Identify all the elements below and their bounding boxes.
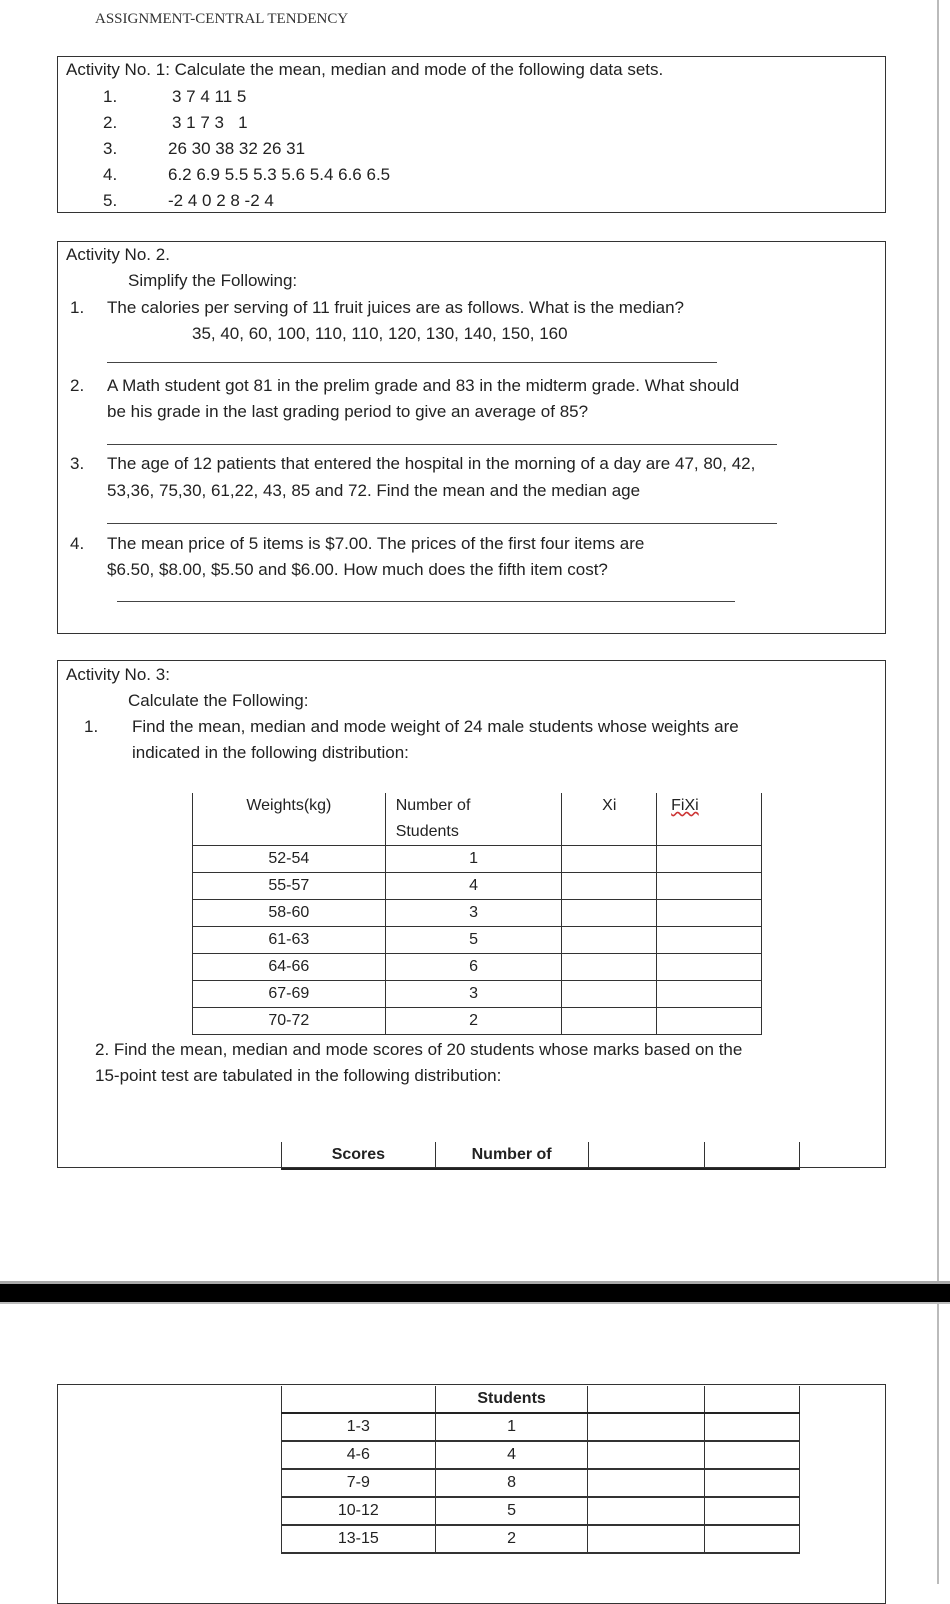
header-xi: Xi — [562, 793, 657, 846]
xi-cell — [562, 846, 657, 873]
student-count: 1 — [435, 1413, 588, 1441]
header-students: Students — [435, 1386, 588, 1413]
table-row — [193, 1008, 762, 1035]
q2-text-2: be his grade in the last grading period to give an average of 85? — [107, 402, 589, 421]
score-range: 7-9 — [282, 1469, 436, 1497]
data-set-number: 1. — [103, 87, 118, 106]
fixi-cell — [657, 981, 762, 1008]
header-number-of-students: Number of Students — [385, 793, 562, 846]
q3-text-2: 53,36, 75,30, 61,22, 43, 85 and 72. Find the mean and the median age — [107, 481, 641, 500]
page-edge — [937, 0, 939, 1584]
scores-table-top — [281, 1142, 800, 1170]
xi-cell — [562, 954, 657, 981]
q4-text: The mean price of 5 items is $7.00. The prices of the first four items are — [107, 534, 645, 553]
activity-3-heading: Activity No. 3: — [66, 665, 170, 684]
student-count: 6 — [385, 954, 562, 981]
header-number-of: Number of — [435, 1142, 588, 1169]
data-set-number: 2. — [103, 113, 118, 132]
weight-range: 67-69 — [193, 981, 386, 1008]
empty-header-cell — [705, 1142, 800, 1169]
empty-cell — [705, 1497, 800, 1525]
weight-range: 58-60 — [193, 900, 386, 927]
data-set-number: 4. — [103, 165, 118, 184]
data-set-values: 6.2 6.9 5.5 5.3 5.6 5.4 6.6 6.5 — [168, 165, 391, 184]
table-row — [193, 846, 762, 873]
activity-2-subheading: Simplify the Following: — [128, 271, 298, 290]
xi-cell — [562, 873, 657, 900]
table-row — [282, 1441, 800, 1469]
score-range: 1-3 — [282, 1413, 436, 1441]
table-row — [282, 1469, 800, 1497]
xi-cell — [562, 1008, 657, 1035]
data-set-values: 26 30 38 32 26 31 — [168, 139, 306, 158]
weights-table — [192, 793, 762, 1035]
empty-cell — [588, 1441, 705, 1469]
student-count: 5 — [435, 1497, 588, 1525]
table-row — [193, 900, 762, 927]
fixi-cell — [657, 900, 762, 927]
fixi-cell — [657, 954, 762, 981]
activity-1-heading: Activity No. 1: Calculate the mean, median and mode of the following data sets. — [66, 60, 664, 79]
table-row — [193, 927, 762, 954]
xi-cell — [562, 900, 657, 927]
a3-q1-text: Find the mean, median and mode weight of 24 male students whose weights are — [132, 717, 739, 736]
empty-cell — [705, 1469, 800, 1497]
fixi-cell — [657, 927, 762, 954]
student-count: 5 — [385, 927, 562, 954]
weight-range: 64-66 — [193, 954, 386, 981]
activity-3-subheading: Calculate the Following: — [128, 691, 309, 710]
student-count: 4 — [435, 1441, 588, 1469]
page-gap — [0, 1284, 950, 1302]
weight-range: 70-72 — [193, 1008, 386, 1035]
xi-cell — [562, 981, 657, 1008]
data-set-number: 3. — [103, 139, 118, 158]
answer-line — [117, 601, 735, 602]
empty-header-cell — [588, 1386, 705, 1413]
empty-cell — [705, 1525, 800, 1553]
student-count: 2 — [435, 1525, 588, 1553]
fixi-cell — [657, 1008, 762, 1035]
q4-number: 4. — [70, 534, 85, 553]
q2-text: A Math student got 81 in the prelim grade and 83 in the midterm grade. What should — [107, 376, 740, 395]
q1-data: 35, 40, 60, 100, 110, 110, 120, 130, 140, 150, 160 — [192, 324, 568, 343]
header-weights: Weights(kg) — [193, 793, 386, 846]
student-count: 1 — [385, 846, 562, 873]
score-range: 10-12 — [282, 1497, 436, 1525]
empty-cell — [588, 1497, 705, 1525]
score-range: 4-6 — [282, 1441, 436, 1469]
header-fixi: FiXi — [657, 793, 762, 846]
answer-line — [107, 523, 777, 524]
q2-number: 2. — [70, 376, 85, 395]
empty-cell — [705, 1413, 800, 1441]
table-row — [193, 873, 762, 900]
data-set-number: 5. — [103, 191, 118, 210]
empty-header-cell — [282, 1386, 436, 1413]
scores-table — [281, 1386, 800, 1554]
empty-header-cell — [588, 1142, 705, 1169]
empty-header-cell — [705, 1386, 800, 1413]
document-title: ASSIGNMENT-CENTRAL TENDENCY — [95, 11, 349, 27]
header-scores: Scores — [282, 1142, 436, 1169]
q1-number: 1. — [70, 298, 85, 317]
weight-range: 55-57 — [193, 873, 386, 900]
table-row — [282, 1525, 800, 1553]
data-set-values: 3 7 4 11 5 — [172, 87, 247, 106]
a3-q1-number: 1. — [84, 717, 99, 736]
empty-cell — [588, 1469, 705, 1497]
data-set-values: 3 1 7 3 1 — [172, 113, 248, 132]
data-set-values: -2 4 0 2 8 -2 4 — [168, 191, 274, 210]
fixi-cell — [657, 873, 762, 900]
student-count: 4 — [385, 873, 562, 900]
q3-number: 3. — [70, 454, 85, 473]
q4-text-2: $6.50, $8.00, $5.50 and $6.00. How much does the fifth item cost? — [107, 560, 608, 579]
empty-cell — [705, 1441, 800, 1469]
xi-cell — [562, 927, 657, 954]
fixi-cell — [657, 846, 762, 873]
q1-text: The calories per serving of 11 fruit juices are as follows. What is the median? — [107, 298, 685, 317]
q3-text: The age of 12 patients that entered the hospital in the morning of a day are 47, 80, 42, — [107, 454, 756, 473]
student-count: 3 — [385, 981, 562, 1008]
answer-line — [107, 362, 717, 363]
student-count: 3 — [385, 900, 562, 927]
empty-cell — [588, 1413, 705, 1441]
a3-q1-text-2: indicated in the following distribution: — [132, 743, 409, 762]
table-row — [282, 1413, 800, 1441]
activity-2-heading: Activity No. 2. — [66, 245, 170, 264]
empty-cell — [588, 1525, 705, 1553]
answer-line — [107, 444, 777, 445]
table-row — [193, 981, 762, 1008]
a3-q2-text: 2. Find the mean, median and mode scores of 20 students whose marks based on the — [95, 1040, 743, 1059]
student-count: 2 — [385, 1008, 562, 1035]
a3-q2-text-2: 15-point test are tabulated in the following distribution: — [95, 1066, 502, 1085]
page-divider — [0, 1302, 950, 1304]
weight-range: 61-63 — [193, 927, 386, 954]
weight-range: 52-54 — [193, 846, 386, 873]
student-count: 8 — [435, 1469, 588, 1497]
score-range: 13-15 — [282, 1525, 436, 1553]
table-row — [282, 1497, 800, 1525]
table-row — [193, 954, 762, 981]
